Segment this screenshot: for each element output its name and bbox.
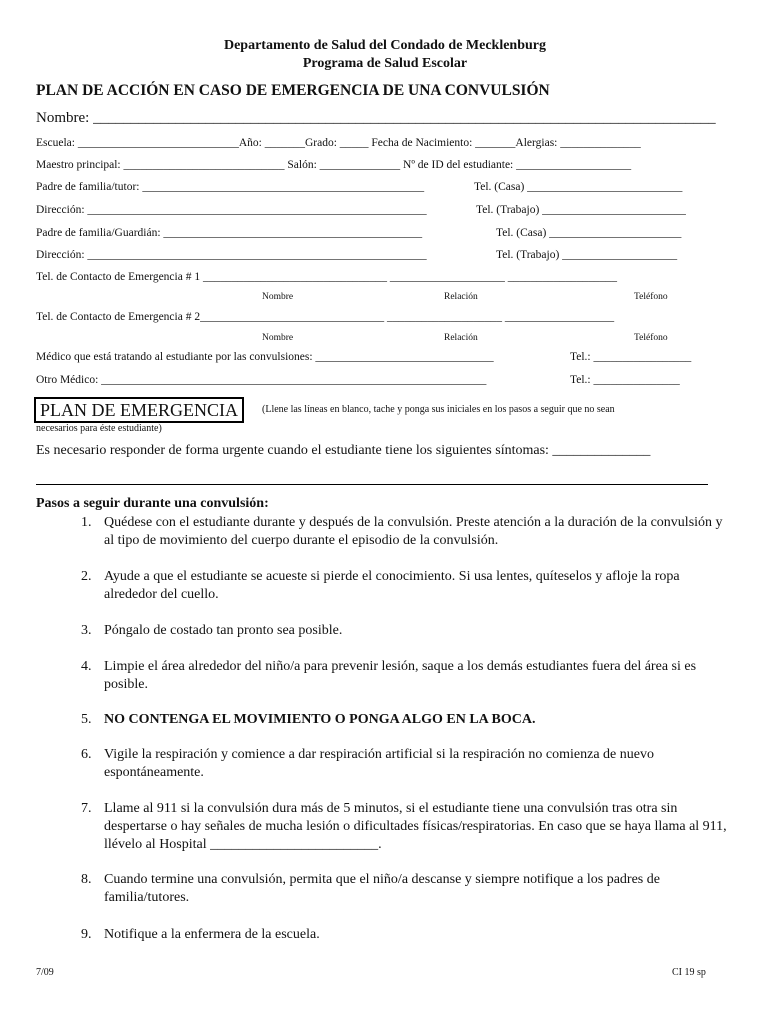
contacto-1-relacion-caption: Relación bbox=[444, 292, 478, 302]
step-number: 8. bbox=[81, 872, 92, 887]
step-8 bbox=[36, 871, 736, 907]
contacto-1-nombre-caption: Nombre bbox=[262, 292, 294, 302]
otro-medico-tel-field[interactable]: Tel.: _______________ bbox=[570, 374, 680, 386]
step-text: Quédese con el estudiante durante y después de la convulsión. Preste atención a la duración de la convulsión y al tipo de movimiento del cuerpo durante el episodio de la convulsión. bbox=[104, 515, 723, 548]
step-text: Póngalo de costado tan pronto sea posible. bbox=[104, 623, 343, 638]
step-number: 3. bbox=[81, 623, 92, 638]
step-number: 5. bbox=[81, 712, 92, 727]
urgent-symptoms-field[interactable]: Es necesario responder de forma urgente cuando el estudiante tiene los siguientes síntomas: ______________ bbox=[36, 443, 651, 458]
step-text: Vigile la respiración y comience a dar respiración artificial si la respiración no comienza de nuevo espontáneamente. bbox=[104, 747, 654, 780]
tel-trabajo-2-field[interactable]: Tel. (Trabajo) ____________________ bbox=[496, 249, 678, 261]
tel-casa-1-field[interactable]: Tel. (Casa) ___________________________ bbox=[474, 181, 683, 193]
nombre-field[interactable]: Nombre: ___________________________________________________________________________________ bbox=[36, 110, 716, 126]
plan-instruction-line2: necesarios para éste estudiante) bbox=[36, 423, 162, 434]
step-text: Cuando termine una convulsión, permita que el niño/a descanse y siempre notifique a los padres de familia/tutores. bbox=[104, 872, 660, 905]
department-heading: Departamento de Salud del Condado de Mecklenburg bbox=[223, 38, 547, 53]
step-number: 6. bbox=[81, 747, 92, 762]
step-3 bbox=[36, 622, 736, 640]
contacto-emergencia-2-row[interactable]: Tel. de Contacto de Emergencia # 2________________________________ ____________________ ___________________ bbox=[36, 311, 615, 323]
padre-tutor-field[interactable]: Padre de familia/tutor: _________________________________________________ bbox=[36, 181, 425, 193]
form-title: PLAN DE ACCIÓN EN CASO DE EMERGENCIA DE UNA CONVULSIÓN bbox=[36, 82, 550, 99]
step-7 bbox=[36, 800, 736, 854]
program-heading: Programa de Salud Escolar bbox=[302, 56, 468, 71]
contacto-emergencia-1-row[interactable]: Tel. de Contacto de Emergencia # 1 ________________________________ ____________________ ___________________ bbox=[36, 271, 617, 283]
step-number: 9. bbox=[81, 927, 92, 942]
direccion-1-field[interactable]: Dirección: ___________________________________________________________ bbox=[36, 204, 427, 216]
step-2 bbox=[36, 568, 736, 604]
medico-field[interactable]: Médico que está tratando al estudiante por las convulsiones: _______________________________ bbox=[36, 351, 494, 363]
tel-trabajo-1-field[interactable]: Tel. (Trabajo) _________________________ bbox=[476, 204, 686, 216]
escuela-row[interactable]: Escuela: ____________________________Año: _______Grado: _____ Fecha de Nacimiento: _______Alergias: ______________ bbox=[36, 137, 641, 149]
tel-casa-2-field[interactable]: Tel. (Casa) _______________________ bbox=[496, 227, 682, 239]
footer-form-code: CI 19 sp bbox=[672, 967, 706, 978]
maestro-row[interactable]: Maestro principal: ____________________________ Salón: ______________ Nº de ID del estudiante: ____________________ bbox=[36, 159, 632, 171]
contacto-2-telefono-caption: Teléfono bbox=[634, 333, 668, 343]
otro-medico-field[interactable]: Otro Médico: ___________________________________________________________________ bbox=[36, 374, 487, 386]
step-9 bbox=[36, 926, 736, 944]
medico-tel-field[interactable]: Tel.: _________________ bbox=[570, 351, 692, 363]
step-number: 4. bbox=[81, 659, 92, 674]
step-1 bbox=[36, 514, 736, 550]
contacto-2-relacion-caption: Relación bbox=[444, 333, 478, 343]
plan-emergencia-box: PLAN DE EMERGENCIA bbox=[34, 397, 244, 423]
step-number: 2. bbox=[81, 569, 92, 584]
footer-date: 7/09 bbox=[36, 967, 54, 978]
step-4 bbox=[36, 658, 736, 694]
step-text: Notifique a la enfermera de la escuela. bbox=[104, 927, 320, 942]
contacto-1-telefono-caption: Teléfono bbox=[634, 292, 668, 302]
step-6 bbox=[36, 746, 736, 782]
step-number: 1. bbox=[81, 515, 92, 530]
step-text: Limpie el área alrededor del niño/a para prevenir lesión, saque a los demás estudiantes fuera del área si es posible. bbox=[104, 659, 697, 692]
step-5 bbox=[36, 711, 736, 729]
step-text: Ayude a que el estudiante se acueste si pierde el conocimiento. Si usa lentes, quíteselos y afloje la ropa alrededor del cuello. bbox=[104, 569, 680, 602]
contacto-2-nombre-caption: Nombre bbox=[262, 333, 294, 343]
steps-heading: Pasos a seguir durante una convulsión: bbox=[36, 496, 269, 511]
direccion-2-field[interactable]: Dirección: ___________________________________________________________ bbox=[36, 249, 427, 261]
symptoms-blank-line[interactable] bbox=[36, 484, 708, 485]
padre-guardian-field[interactable]: Padre de familia/Guardián: _____________________________________________ bbox=[36, 227, 423, 239]
step-text: NO CONTENGA EL MOVIMIENTO O PONGA ALGO EN LA BOCA. bbox=[104, 712, 536, 727]
plan-instruction-line1: (Llene las líneas en blanco, tache y ponga sus iniciales en los pasos a seguir que no sean bbox=[262, 404, 615, 415]
step-text[interactable]: Llame al 911 si la convulsión dura más de 5 minutos, si el estudiante tiene una convulsión tras otra sin despertarse o hay señales de mucha lesión o dificultades físicas/respiratorias. En caso que se haya llama al 911, llévelo al Hospital ________________________. bbox=[104, 801, 727, 852]
step-number: 7. bbox=[81, 801, 92, 816]
